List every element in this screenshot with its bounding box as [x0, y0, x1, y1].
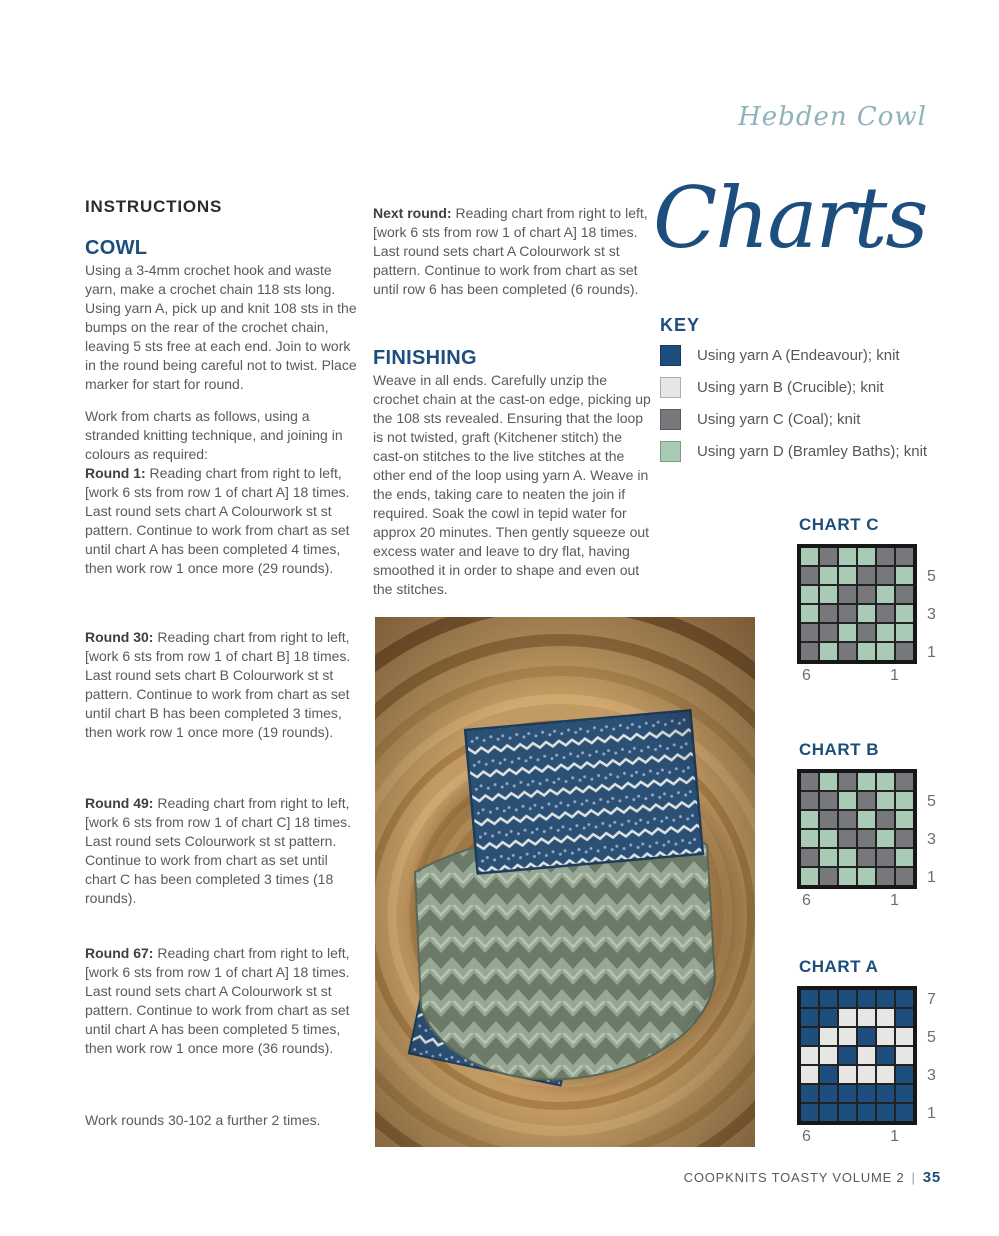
chart-a-row-numbers: [927, 990, 936, 1123]
chart-b-cell-yarn-d: [839, 849, 856, 866]
work-from-charts-block: [85, 407, 358, 578]
chart-b-cell-yarn-c: [820, 792, 837, 809]
next-round-label: Next round:: [373, 205, 452, 221]
footer-publication: COOPKNITS TOASTY VOLUME 2: [683, 1170, 905, 1185]
chart-c: [797, 515, 936, 685]
chart-b-cell-yarn-c: [858, 792, 875, 809]
yarn-a-swatch: [660, 345, 681, 366]
chart-c-cell-yarn-d: [820, 643, 837, 660]
chart-c-cell-yarn-c: [801, 643, 818, 660]
chart-c-cell-yarn-c: [801, 624, 818, 641]
chart-a-cell-yarn-b: [858, 1066, 875, 1083]
finishing-heading: FINISHING: [373, 347, 477, 369]
chart-b-title: CHART B: [799, 740, 879, 759]
chart-row-number: 1: [927, 1104, 936, 1122]
chart-c-cell-yarn-d: [801, 605, 818, 622]
chart-c-col-right: 1: [890, 667, 899, 684]
chart-b-cell-yarn-c: [839, 830, 856, 847]
chart-b-cell-yarn-c: [858, 849, 875, 866]
chart-row-number: 3: [927, 605, 936, 623]
chart-c-cell-yarn-c: [858, 624, 875, 641]
chart-c-cell-yarn-c: [896, 548, 913, 565]
chart-a-cell-yarn-a: [820, 1085, 837, 1102]
chart-a-grid: [797, 986, 917, 1125]
chart-b: [797, 740, 936, 910]
chart-row-number: 1: [927, 643, 936, 661]
round-1-text: Reading chart from right to left, [work 6 sts from row 1 of chart A] 18 times.: [85, 465, 350, 500]
key-item-label: Using yarn D (Bramley Baths); knit: [697, 443, 928, 460]
next-round-text: Reading chart from right to left, [work 6 sts from row 1 of chart A] 18 times.: [373, 205, 648, 240]
work-intro-text: Work from charts as follows, using a stranded knitting technique, and joining in colours as required:: [85, 408, 343, 462]
round-67-line: [85, 944, 358, 982]
key-item-yarn-b: [660, 377, 927, 398]
chart-b-cell-yarn-d: [877, 792, 894, 809]
chart-c-cell-yarn-c: [801, 567, 818, 584]
chart-a-cell-yarn-b: [801, 1066, 818, 1083]
round-49-label: Round 49:: [85, 795, 154, 811]
chart-a-cell-yarn-a: [820, 1066, 837, 1083]
chart-row-number: [927, 1085, 936, 1104]
chart-a-cell-yarn-a: [839, 1047, 856, 1064]
chart-b-cell-yarn-c: [839, 811, 856, 828]
chart-row-number: [927, 548, 936, 567]
round-30-block: [85, 628, 358, 742]
chart-a-cell-yarn-b: [820, 1028, 837, 1045]
chart-a-cell-yarn-b: [820, 1047, 837, 1064]
chart-a-cell-yarn-a: [839, 1085, 856, 1102]
key-item-label: Using yarn B (Crucible); knit: [697, 379, 884, 396]
chart-row-number: [927, 811, 936, 830]
chart-c-column-numbers: [797, 664, 917, 685]
chart-c-cell-yarn-d: [896, 605, 913, 622]
chart-row-number: 7: [927, 990, 936, 1008]
round-30-follow: Last round sets chart B Colourwork st st pattern. Continue to work from chart as set until chart B has been completed 3 times, then work row 1 once more (19 rounds).: [85, 667, 350, 740]
key-item-label: Using yarn C (Coal); knit: [697, 411, 861, 428]
yarn-b-swatch: [660, 377, 681, 398]
chart-b-cell-yarn-c: [877, 811, 894, 828]
chart-b-row-numbers: [927, 773, 936, 887]
chart-c-grid-wrap: [797, 544, 936, 685]
chart-c-cell-yarn-d: [858, 643, 875, 660]
chart-a-cell-yarn-b: [858, 1047, 875, 1064]
finishing-paragraph: Weave in all ends. Carefully unzip the crochet chain at the cast-on edge, picking up the 108 sts revealed. Ensuring that the loop is not twisted, graft (Kitchener stitch) the cast-on stitches to the live stitches at the other end of the loop using yarn A. Weave in the ends, taking care to neaten the join if required. Soak the cowl in tepid water for approx 20 minutes. Then gently squeeze out excess water and leave to dry flat, having smoothed it in order to shape and even out the stitches.: [373, 372, 651, 597]
chart-b-col-right: 1: [890, 892, 899, 909]
chart-a-cell-yarn-a: [839, 1104, 856, 1121]
chart-b-cell-yarn-d: [877, 830, 894, 847]
cowl-photo-art: [375, 617, 755, 1147]
chart-c-cell-yarn-d: [820, 567, 837, 584]
chart-row-number: 5: [927, 792, 936, 810]
chart-b-col-left: 6: [802, 892, 811, 909]
round-1-line: [85, 464, 358, 502]
chart-a-cell-yarn-a: [820, 1009, 837, 1026]
charts-script-heading: Charts: [653, 169, 927, 267]
round-1-follow: Last round sets chart A Colourwork st st pattern. Continue to work from chart as set until chart A has been completed 4 times, then work row 1 once more (29 rounds).: [85, 503, 350, 576]
chart-a-cell-yarn-b: [877, 1028, 894, 1045]
chart-b-cell-yarn-c: [801, 773, 818, 790]
chart-c-cell-yarn-c: [820, 548, 837, 565]
key-item-yarn-c: [660, 409, 927, 430]
next-round-block: [373, 204, 656, 299]
chart-b-cell-yarn-c: [896, 830, 913, 847]
next-round-line: [373, 204, 656, 242]
chart-b-cell-yarn-c: [858, 830, 875, 847]
chart-c-cell-yarn-c: [839, 586, 856, 603]
chart-b-cell-yarn-d: [896, 792, 913, 809]
chart-b-cell-yarn-d: [858, 868, 875, 885]
next-round-follow: Last round sets chart A Colourwork st st pattern. Continue to work from chart as set until row 6 has been completed (6 rounds).: [373, 243, 639, 297]
chart-b-cell-yarn-c: [896, 773, 913, 790]
chart-b-cell-yarn-d: [801, 811, 818, 828]
chart-a-cell-yarn-b: [896, 1028, 913, 1045]
chart-c-cell-yarn-c: [820, 605, 837, 622]
chart-b-cell-yarn-d: [896, 849, 913, 866]
chart-a-cell-yarn-a: [877, 1047, 894, 1064]
round-30-line: [85, 628, 358, 666]
chart-c-cell-yarn-d: [839, 548, 856, 565]
cowl-photo: [375, 617, 755, 1147]
round-1-label: Round 1:: [85, 465, 146, 481]
chart-a-cell-yarn-a: [858, 990, 875, 1007]
chart-a-cell-yarn-a: [877, 1104, 894, 1121]
chart-row-number: [927, 849, 936, 868]
chart-b-cell-yarn-c: [820, 868, 837, 885]
chart-c-cell-yarn-c: [858, 586, 875, 603]
chart-c-cell-yarn-d: [801, 586, 818, 603]
round-67-block: [85, 944, 358, 1058]
chart-b-cell-yarn-d: [820, 773, 837, 790]
chart-c-cell-yarn-d: [839, 624, 856, 641]
chart-c-title: CHART C: [799, 515, 879, 534]
page-title: Hebden Cowl: [738, 102, 927, 132]
chart-c-grid: [797, 544, 917, 664]
chart-a-cell-yarn-a: [801, 1104, 818, 1121]
cowl-heading: COWL: [85, 237, 148, 259]
chart-a-cell-yarn-b: [877, 1009, 894, 1026]
chart-row-number: [927, 586, 936, 605]
key-heading: KEY: [660, 315, 701, 335]
cowl-intro-paragraph: Using a 3-4mm crochet hook and waste yarn, make a crochet chain 118 sts long. Using yarn A, pick up and knit 108 sts in the bumps on the rear of the crochet chain, leaving 5 sts free at each end. Join to work in the round being careful not to twist. Place marker for start for round.: [85, 262, 357, 392]
round-67-text: Reading chart from right to left, [work 6 sts from row 1 of chart A] 18 times.: [85, 945, 350, 980]
chart-c-col-left: 6: [802, 667, 811, 684]
chart-b-cell-yarn-c: [896, 868, 913, 885]
chart-b-cell-yarn-c: [801, 792, 818, 809]
chart-a-col-left: 6: [802, 1128, 811, 1145]
chart-c-cell-yarn-c: [877, 567, 894, 584]
chart-c-cell-yarn-c: [877, 548, 894, 565]
chart-c-cell-yarn-d: [801, 548, 818, 565]
chart-c-cell-yarn-d: [820, 586, 837, 603]
key-item-yarn-d: [660, 441, 927, 462]
chart-c-row-numbers: [927, 548, 936, 662]
chart-a-cell-yarn-a: [896, 1066, 913, 1083]
instructions-heading: INSTRUCTIONS: [85, 197, 223, 216]
chart-b-cell-yarn-c: [877, 849, 894, 866]
chart-a-cell-yarn-a: [820, 1104, 837, 1121]
chart-b-grid-wrap: [797, 769, 936, 910]
chart-a-cell-yarn-b: [839, 1009, 856, 1026]
chart-a-cell-yarn-b: [839, 1066, 856, 1083]
chart-c-cell-yarn-d: [896, 567, 913, 584]
chart-c-cell-yarn-c: [839, 605, 856, 622]
chart-b-cell-yarn-d: [896, 811, 913, 828]
round-67-label: Round 67:: [85, 945, 154, 961]
chart-a-grid-wrap: [797, 986, 936, 1146]
chart-b-cell-yarn-d: [820, 830, 837, 847]
chart-a-title: CHART A: [799, 957, 879, 976]
chart-a-cell-yarn-a: [801, 1009, 818, 1026]
chart-row-number: 1: [927, 868, 936, 886]
chart-b-cell-yarn-c: [839, 773, 856, 790]
chart-a-cell-yarn-a: [896, 1085, 913, 1102]
yarn-d-swatch: [660, 441, 681, 462]
chart-row-number: 3: [927, 1066, 936, 1084]
round-49-text: Reading chart from right to left, [work 6 sts from row 1 of chart C] 18 times.: [85, 795, 352, 830]
chart-a-cell-yarn-a: [839, 990, 856, 1007]
chart-a-cell-yarn-b: [839, 1028, 856, 1045]
chart-a-cell-yarn-b: [877, 1066, 894, 1083]
chart-c-cell-yarn-d: [877, 624, 894, 641]
chart-c-cell-yarn-d: [877, 586, 894, 603]
chart-a-cell-yarn-a: [896, 1104, 913, 1121]
round-49-block: [85, 794, 358, 908]
chart-c-cell-yarn-d: [896, 624, 913, 641]
chart-a: [797, 957, 936, 1146]
chart-b-cell-yarn-d: [858, 773, 875, 790]
round-67-follow: Last round sets chart A Colourwork st st pattern. Continue to work from chart as set until chart A has been completed 5 times, then work row 1 once more (36 rounds).: [85, 983, 350, 1056]
chart-row-number: [927, 1009, 936, 1028]
chart-b-cell-yarn-d: [820, 849, 837, 866]
round-30-label: Round 30:: [85, 629, 154, 645]
round-49-follow: Last round sets Colourwork st st pattern. Continue to work from chart as set until chart C has been completed 3 times (18 rounds).: [85, 833, 337, 906]
chart-b-cell-yarn-c: [801, 849, 818, 866]
chart-c-cell-yarn-c: [820, 624, 837, 641]
chart-c-cell-yarn-c: [858, 567, 875, 584]
chart-b-cell-yarn-d: [801, 868, 818, 885]
key-item-yarn-a: [660, 345, 927, 366]
chart-c-cell-yarn-d: [858, 548, 875, 565]
chart-a-cell-yarn-a: [877, 990, 894, 1007]
chart-b-grid: [797, 769, 917, 889]
chart-c-cell-yarn-d: [839, 567, 856, 584]
key-item-label: Using yarn A (Endeavour); knit: [697, 347, 900, 364]
chart-b-column-numbers: [797, 889, 917, 910]
chart-row-number: [927, 1047, 936, 1066]
chart-c-cell-yarn-c: [877, 605, 894, 622]
chart-a-cell-yarn-a: [801, 1085, 818, 1102]
chart-a-cell-yarn-a: [820, 990, 837, 1007]
chart-row-number: 5: [927, 567, 936, 585]
chart-a-cell-yarn-a: [801, 990, 818, 1007]
chart-a-col-right: 1: [890, 1128, 899, 1145]
chart-c-cell-yarn-c: [896, 586, 913, 603]
chart-a-cell-yarn-a: [877, 1085, 894, 1102]
chart-a-column-numbers: [797, 1125, 917, 1146]
closing-line: Work rounds 30-102 a further 2 times.: [85, 1112, 321, 1128]
key-list: [660, 345, 927, 473]
chart-b-cell-yarn-d: [839, 868, 856, 885]
chart-a-cell-yarn-a: [858, 1104, 875, 1121]
chart-row-number: [927, 773, 936, 792]
chart-b-cell-yarn-d: [839, 792, 856, 809]
chart-b-cell-yarn-d: [877, 773, 894, 790]
chart-a-cell-yarn-a: [801, 1028, 818, 1045]
chart-c-cell-yarn-d: [877, 643, 894, 660]
chart-a-cell-yarn-b: [858, 1009, 875, 1026]
chart-b-cell-yarn-d: [801, 830, 818, 847]
chart-a-cell-yarn-b: [896, 1047, 913, 1064]
chart-row-number: 3: [927, 830, 936, 848]
chart-a-cell-yarn-a: [858, 1085, 875, 1102]
footer-page-number: 35: [922, 1169, 941, 1186]
chart-a-cell-yarn-b: [801, 1047, 818, 1064]
round-49-line: [85, 794, 358, 832]
chart-c-cell-yarn-c: [839, 643, 856, 660]
chart-c-cell-yarn-d: [858, 605, 875, 622]
chart-c-cell-yarn-c: [896, 643, 913, 660]
footer: [684, 1169, 941, 1186]
chart-a-cell-yarn-a: [896, 990, 913, 1007]
chart-a-cell-yarn-a: [896, 1009, 913, 1026]
chart-b-cell-yarn-d: [858, 811, 875, 828]
chart-a-cell-yarn-a: [858, 1028, 875, 1045]
chart-b-cell-yarn-c: [877, 868, 894, 885]
chart-row-number: [927, 624, 936, 643]
round-30-text: Reading chart from right to left, [work 6 sts from row 1 of chart B] 18 times.: [85, 629, 351, 664]
footer-separator: |: [911, 1170, 916, 1185]
chart-b-cell-yarn-c: [820, 811, 837, 828]
yarn-c-swatch: [660, 409, 681, 430]
chart-row-number: 5: [927, 1028, 936, 1046]
